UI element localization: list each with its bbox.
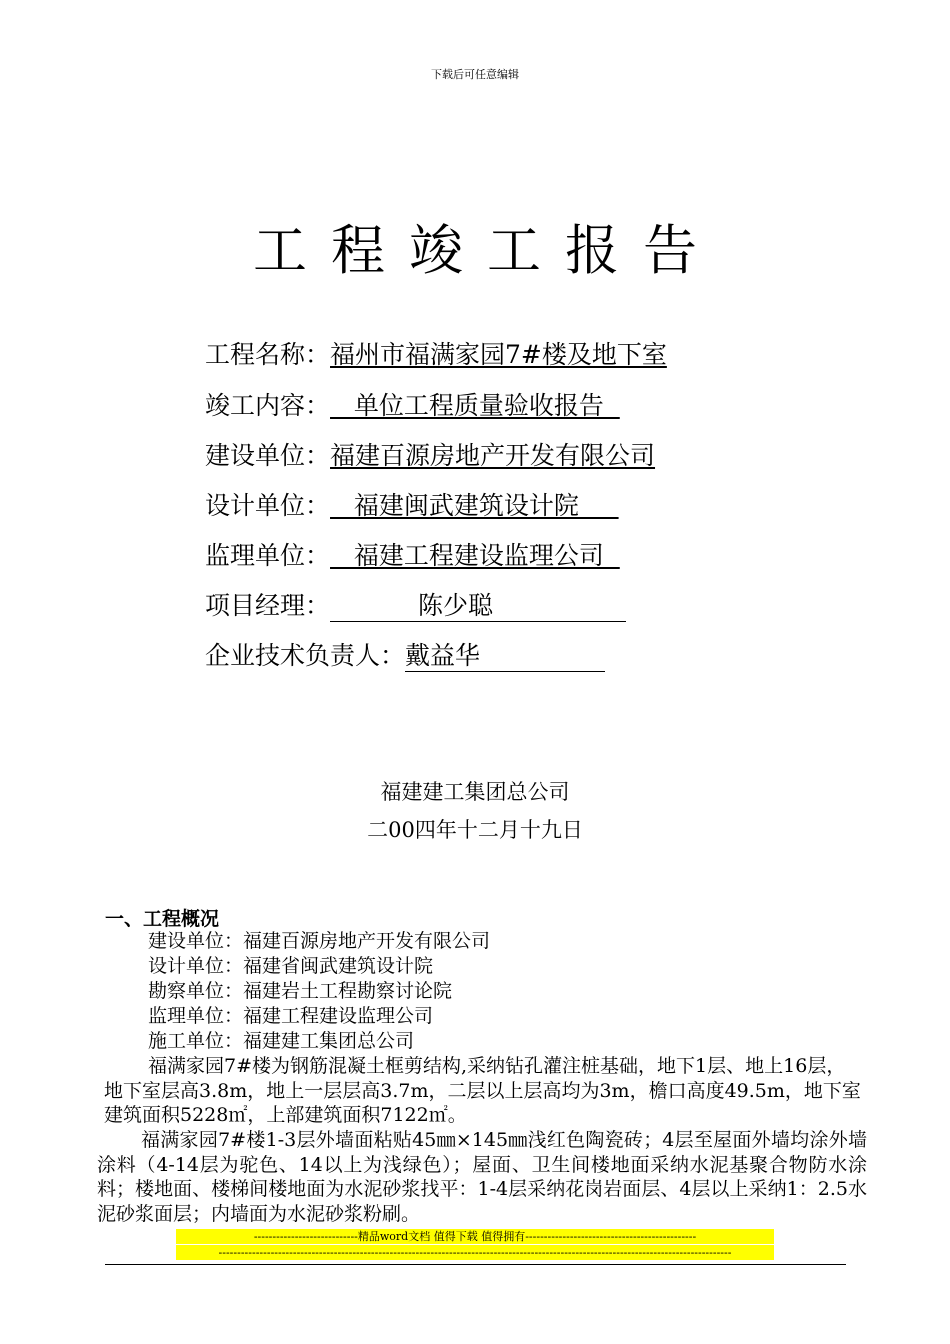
section-heading: 一、工程概况 (105, 908, 220, 930)
info-value: 福州市福满家园7#楼及地下室 (330, 340, 667, 369)
info-value: 福建闽武建筑设计院 (330, 491, 619, 520)
company-name: 福建建工集团总公司 (380, 780, 570, 804)
info-row-supervision-unit (205, 538, 620, 574)
info-value: 福建工程建设监理公司 (330, 541, 620, 570)
info-row-design-unit (205, 488, 619, 524)
info-label: 工程名称： (205, 340, 331, 369)
info-row-completion-content (205, 388, 620, 424)
report-title: 工程竣工报告 (253, 219, 721, 282)
info-label: 设计单位： (205, 491, 331, 520)
report-date: 二00四年十二月十九日 (367, 818, 583, 842)
unit-line-contractor: 施工单位：福建建工集团总公司 (148, 1030, 415, 1052)
info-row-project-manager (205, 588, 626, 624)
footer-banner: ----------------------------精品word文档 值得下载 值得拥有---------------------------------------------- (176, 1229, 774, 1244)
info-label: 竣工内容： (205, 391, 331, 420)
info-value: 单位工程质量验收报告 (330, 391, 620, 420)
header-note: 下载后可任意编辑 (431, 68, 519, 81)
info-label: 建设单位： (205, 441, 331, 470)
info-row-construction-unit (205, 438, 655, 474)
info-value: 陈少聪 (330, 591, 626, 622)
footer-dashes: ------------------------------------------------------------------------------------------------------------------------------------------ (176, 1245, 774, 1260)
info-row-project-name (205, 337, 667, 373)
unit-line-supervision: 监理单位：福建工程建设监理公司 (148, 1005, 434, 1027)
info-row-technical-lead (205, 638, 605, 674)
info-value: 戴益华 (405, 641, 605, 672)
unit-line-construction: 建设单位：福建百源房地产开发有限公司 (148, 930, 491, 952)
info-label: 项目经理： (205, 591, 331, 620)
footer-rule (105, 1264, 846, 1265)
overview-paragraph-finishes: 福满家园7#楼1-3层外墙面粘贴45㎜×145㎜浅红色陶瓷砖；4层至屋面外墙均涂外墙涂料（4-14层为驼色、14以上为浅绿色）；屋面、卫生间楼地面采纳水泥基聚合物防水涂料；楼地面、楼梯间楼地面为水泥砂浆找平：1-4层采纳花岗岩面层、4层以上采纳1：2.5水泥砂浆面层；内墙面为水泥砂浆粉刷。 (97, 1129, 867, 1225)
overview-paragraph-structure: 福满家园7#楼为钢筋混凝土框剪结构,采纳钻孔灌注桩基础，地下1层、地上16层，地下室层高3.8m，地上一层层高3.7m，二层以上层高均为3m，檐口高度49.5m，地下室建筑面积5228㎡，上部建筑面积7122㎡。 (104, 1055, 861, 1126)
info-value: 福建百源房地产开发有限公司 (330, 441, 656, 470)
info-label: 监理单位： (205, 541, 331, 570)
unit-line-design: 设计单位：福建省闽武建筑设计院 (148, 955, 434, 977)
unit-line-survey: 勘察单位：福建岩土工程勘察讨论院 (148, 980, 453, 1002)
info-label: 企业技术负责人： (205, 641, 406, 670)
